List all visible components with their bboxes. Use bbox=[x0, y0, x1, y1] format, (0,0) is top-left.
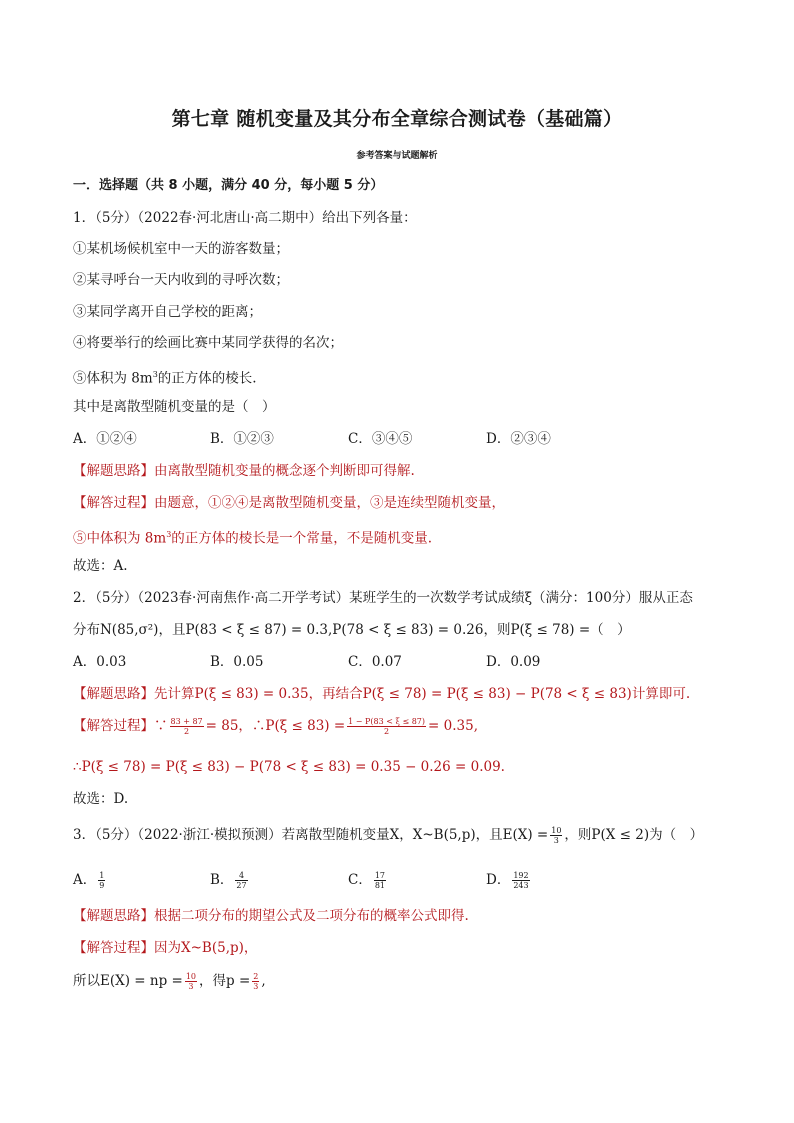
q1-process: 【解答过程】由题意，①②④是离散型随机变量，③是连续型随机变量， bbox=[73, 495, 505, 511]
q2-stem-line-2: 分布N(85,σ²)，且P(83 < ξ ≤ 87) = 0.3,P(78 < ξ ≤ 83) = 0.26，则P(ξ ≤ 78) =（ ） bbox=[73, 622, 631, 638]
q1-stem: 1．（5分）（2022春·河北唐山·高二期中）给出下列各量： bbox=[73, 210, 417, 226]
q3-process: 【解答过程】因为X~B(5,p)， bbox=[73, 940, 258, 956]
q2-option-a: A．0.03 bbox=[73, 654, 127, 670]
q2-answer: 故选：D. bbox=[73, 791, 129, 807]
q1-item-4: ④将要举行的绘画比赛中某同学获得的名次； bbox=[73, 335, 343, 351]
q2-process: 【解答过程】∵ $\frac{83 + 87}{2}$ = 85，∴P(ξ ≤ 83) = $\frac{1 - P(83 < \xi \le 87)}{2}$ = 0.35, bbox=[73, 717, 478, 736]
q2-option-d: D．0.09 bbox=[486, 654, 541, 670]
q1-answer: 故选：A. bbox=[73, 558, 128, 574]
q1-ask: 其中是离散型随机变量的是（ ） bbox=[73, 399, 276, 415]
q1-item-5: ⑤体积为 $8m^3$的正方体的棱长. bbox=[73, 370, 257, 387]
q1-idea: 【解题思路】由离散型随机变量的概念逐个判断即可得解. bbox=[73, 463, 415, 479]
q2-stem-line-1: 2．（5分）（2023春·河南焦作·高二开学考试）某班学生的一次数学考试成绩ξ（满分：100分）服从正态 bbox=[73, 590, 693, 606]
q1-process-2: ⑤中体积为 $8m^3$的正方体的棱长是一个常量，不是随机变量. bbox=[73, 530, 433, 547]
q3-option-d: D． $\frac{192}{243}$ bbox=[486, 871, 529, 890]
q3-option-c: C． $\frac{17}{81}$ bbox=[348, 871, 386, 890]
q3-option-b: B． $\frac{4}{27}$ bbox=[210, 871, 247, 890]
q1-option-d: D．②③④ bbox=[486, 431, 551, 447]
q3-process-2: 所以E(X) = np = $\frac{10}{3}$ ，得p = $\frac{2}{3}$ , bbox=[73, 972, 266, 991]
q1-item-2: ②某寻呼台一天内收到的寻呼次数； bbox=[73, 272, 289, 288]
q2-idea: 【解题思路】先计算P(ξ ≤ 83) = 0.35，再结合P(ξ ≤ 78) = P(ξ ≤ 83) − P(78 < ξ ≤ 83)计算即可. bbox=[73, 686, 691, 702]
q1-item-1: ①某机场候机室中一天的游客数量； bbox=[73, 241, 289, 257]
page-subtitle: 参考答案与试题解析 bbox=[356, 151, 438, 161]
page-title: 第七章 随机变量及其分布全章综合测试卷（基础篇） bbox=[171, 108, 623, 130]
q2-option-c: C．0.07 bbox=[348, 654, 402, 670]
q1-option-b: B．①②③ bbox=[210, 431, 274, 447]
q1-option-c: C．③④⑤ bbox=[348, 431, 413, 447]
q3-idea: 【解题思路】根据二项分布的期望公式及二项分布的概率公式即得. bbox=[73, 908, 469, 924]
q2-process-2: ∴P(ξ ≤ 78) = P(ξ ≤ 83) − P(78 < ξ ≤ 83) = 0.35 − 0.26 = 0.09. bbox=[73, 759, 505, 775]
q3-stem: 3．（5分）（2022·浙江·模拟预测）若离散型随机变量X，X~B(5,p)，且E(X) = $\frac{10}{3}$ ，则P(X ≤ 2)为（ ） bbox=[73, 826, 704, 845]
q3-option-a: A． $\frac{1}{9}$ bbox=[73, 871, 105, 890]
section-heading: 一．选择题（共 8 小题，满分 40 分，每小题 5 分） bbox=[73, 178, 384, 193]
q1-item-3: ③某同学离开自己学校的距离； bbox=[73, 304, 262, 320]
q2-option-b: B．0.05 bbox=[210, 654, 264, 670]
q1-option-a: A．①②④ bbox=[73, 431, 137, 447]
